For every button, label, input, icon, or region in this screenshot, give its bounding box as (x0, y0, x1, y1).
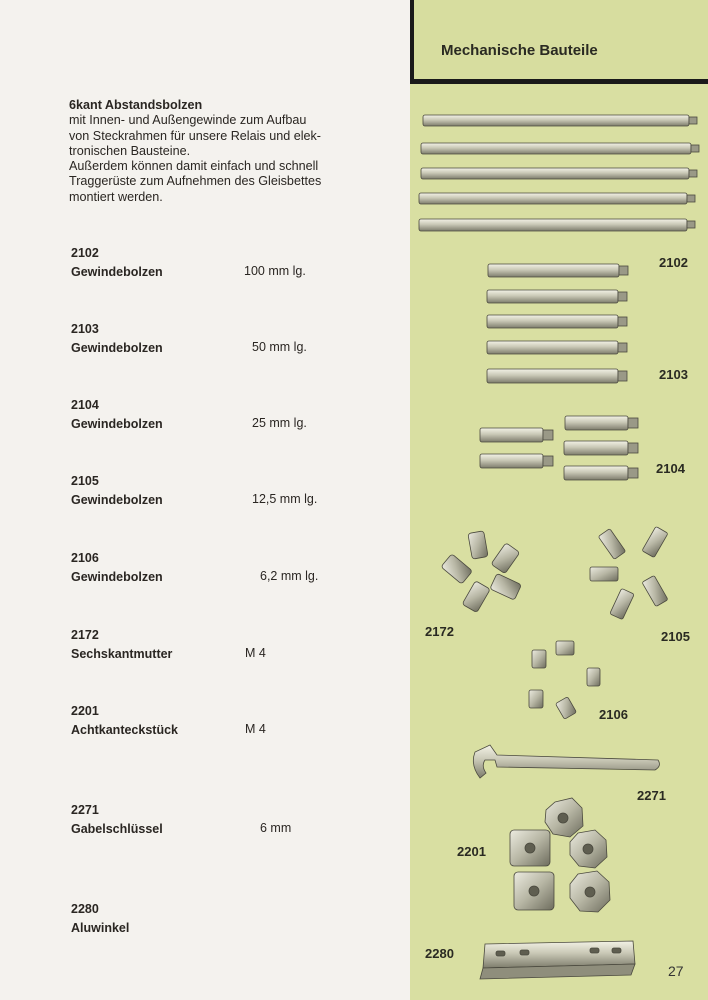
wrench-2271 (473, 745, 659, 778)
rods-2104 (480, 416, 638, 480)
photo-label-2271: 2271 (637, 788, 666, 803)
photo-label-2104: 2104 (656, 461, 685, 476)
item-name: Achtkanteckstück (71, 723, 178, 737)
photo-label-2201: 2201 (457, 844, 486, 859)
intro-line: Außerdem können damit einfach und schnell (69, 159, 319, 174)
corners-2201 (510, 798, 610, 912)
item-name: Gewindebolzen (71, 265, 163, 279)
item-code: 2271 (71, 803, 99, 817)
intro-heading: 6kant Abstandsbolzen (69, 98, 203, 112)
item-code: 2103 (71, 322, 99, 336)
item-name: Gabelschlüssel (71, 822, 163, 836)
item-spec: 25 mm lg. (252, 416, 307, 430)
photo-label-2103: 2103 (659, 367, 688, 382)
photo-label-2106: 2106 (599, 707, 628, 722)
parts-illustration (410, 0, 708, 1000)
item-spec: 6 mm (260, 821, 292, 835)
item-code: 2172 (71, 628, 99, 642)
photo-label-2102: 2102 (659, 255, 688, 270)
item-2280 (71, 902, 129, 935)
photo-label-2280: 2280 (425, 946, 454, 961)
section-title: Mechanische Bauteile (441, 42, 598, 59)
item-name: Aluwinkel (71, 921, 130, 935)
intro-text (69, 98, 389, 205)
item-name: Sechskantmutter (71, 647, 173, 661)
item-spec: M 4 (245, 722, 266, 736)
intro-line: Traggerüste zum Aufnehmen des Gleisbettes (69, 174, 322, 189)
item-2103 (71, 322, 163, 355)
intro-line: tronischen Bausteine. (69, 143, 191, 158)
item-name: Gewindebolzen (71, 341, 163, 355)
item-2106 (71, 551, 163, 584)
intro-line: von Steckrahmen für unsere Relais und elek- (69, 128, 322, 143)
photo-label-2172: 2172 (425, 624, 454, 639)
item-2172 (71, 628, 172, 661)
page-number: 27 (668, 963, 684, 979)
item-spec: 100 mm lg. (244, 264, 306, 278)
item-2271 (71, 803, 163, 836)
bolts-2106 (529, 641, 600, 719)
item-2105 (71, 474, 163, 507)
intro-line: mit Innen- und Außengewinde zum Aufbau (69, 113, 307, 128)
intro-line: montiert werden. (69, 189, 163, 204)
nuts-2172 (441, 531, 522, 613)
item-2102 (71, 246, 163, 279)
item-name: Gewindebolzen (71, 493, 163, 507)
item-spec: 6,2 mm lg. (260, 569, 319, 583)
item-2201 (71, 704, 178, 737)
bolts-2105 (590, 526, 668, 619)
item-name: Gewindebolzen (71, 570, 163, 584)
item-code: 2102 (71, 246, 99, 260)
item-spec: 12,5 mm lg. (252, 492, 318, 506)
item-code: 2106 (71, 551, 99, 565)
angle-2280 (480, 941, 635, 979)
photo-label-2105: 2105 (661, 629, 690, 644)
item-spec: 50 mm lg. (252, 340, 307, 354)
item-code: 2104 (71, 398, 99, 412)
item-code: 2280 (71, 902, 99, 916)
item-spec: M 4 (245, 646, 266, 660)
item-2104 (71, 398, 163, 431)
item-code: 2201 (71, 704, 99, 718)
item-code: 2105 (71, 474, 99, 488)
rods-2103 (487, 264, 628, 383)
item-name: Gewindebolzen (71, 417, 163, 431)
rods-2102 (419, 115, 699, 231)
